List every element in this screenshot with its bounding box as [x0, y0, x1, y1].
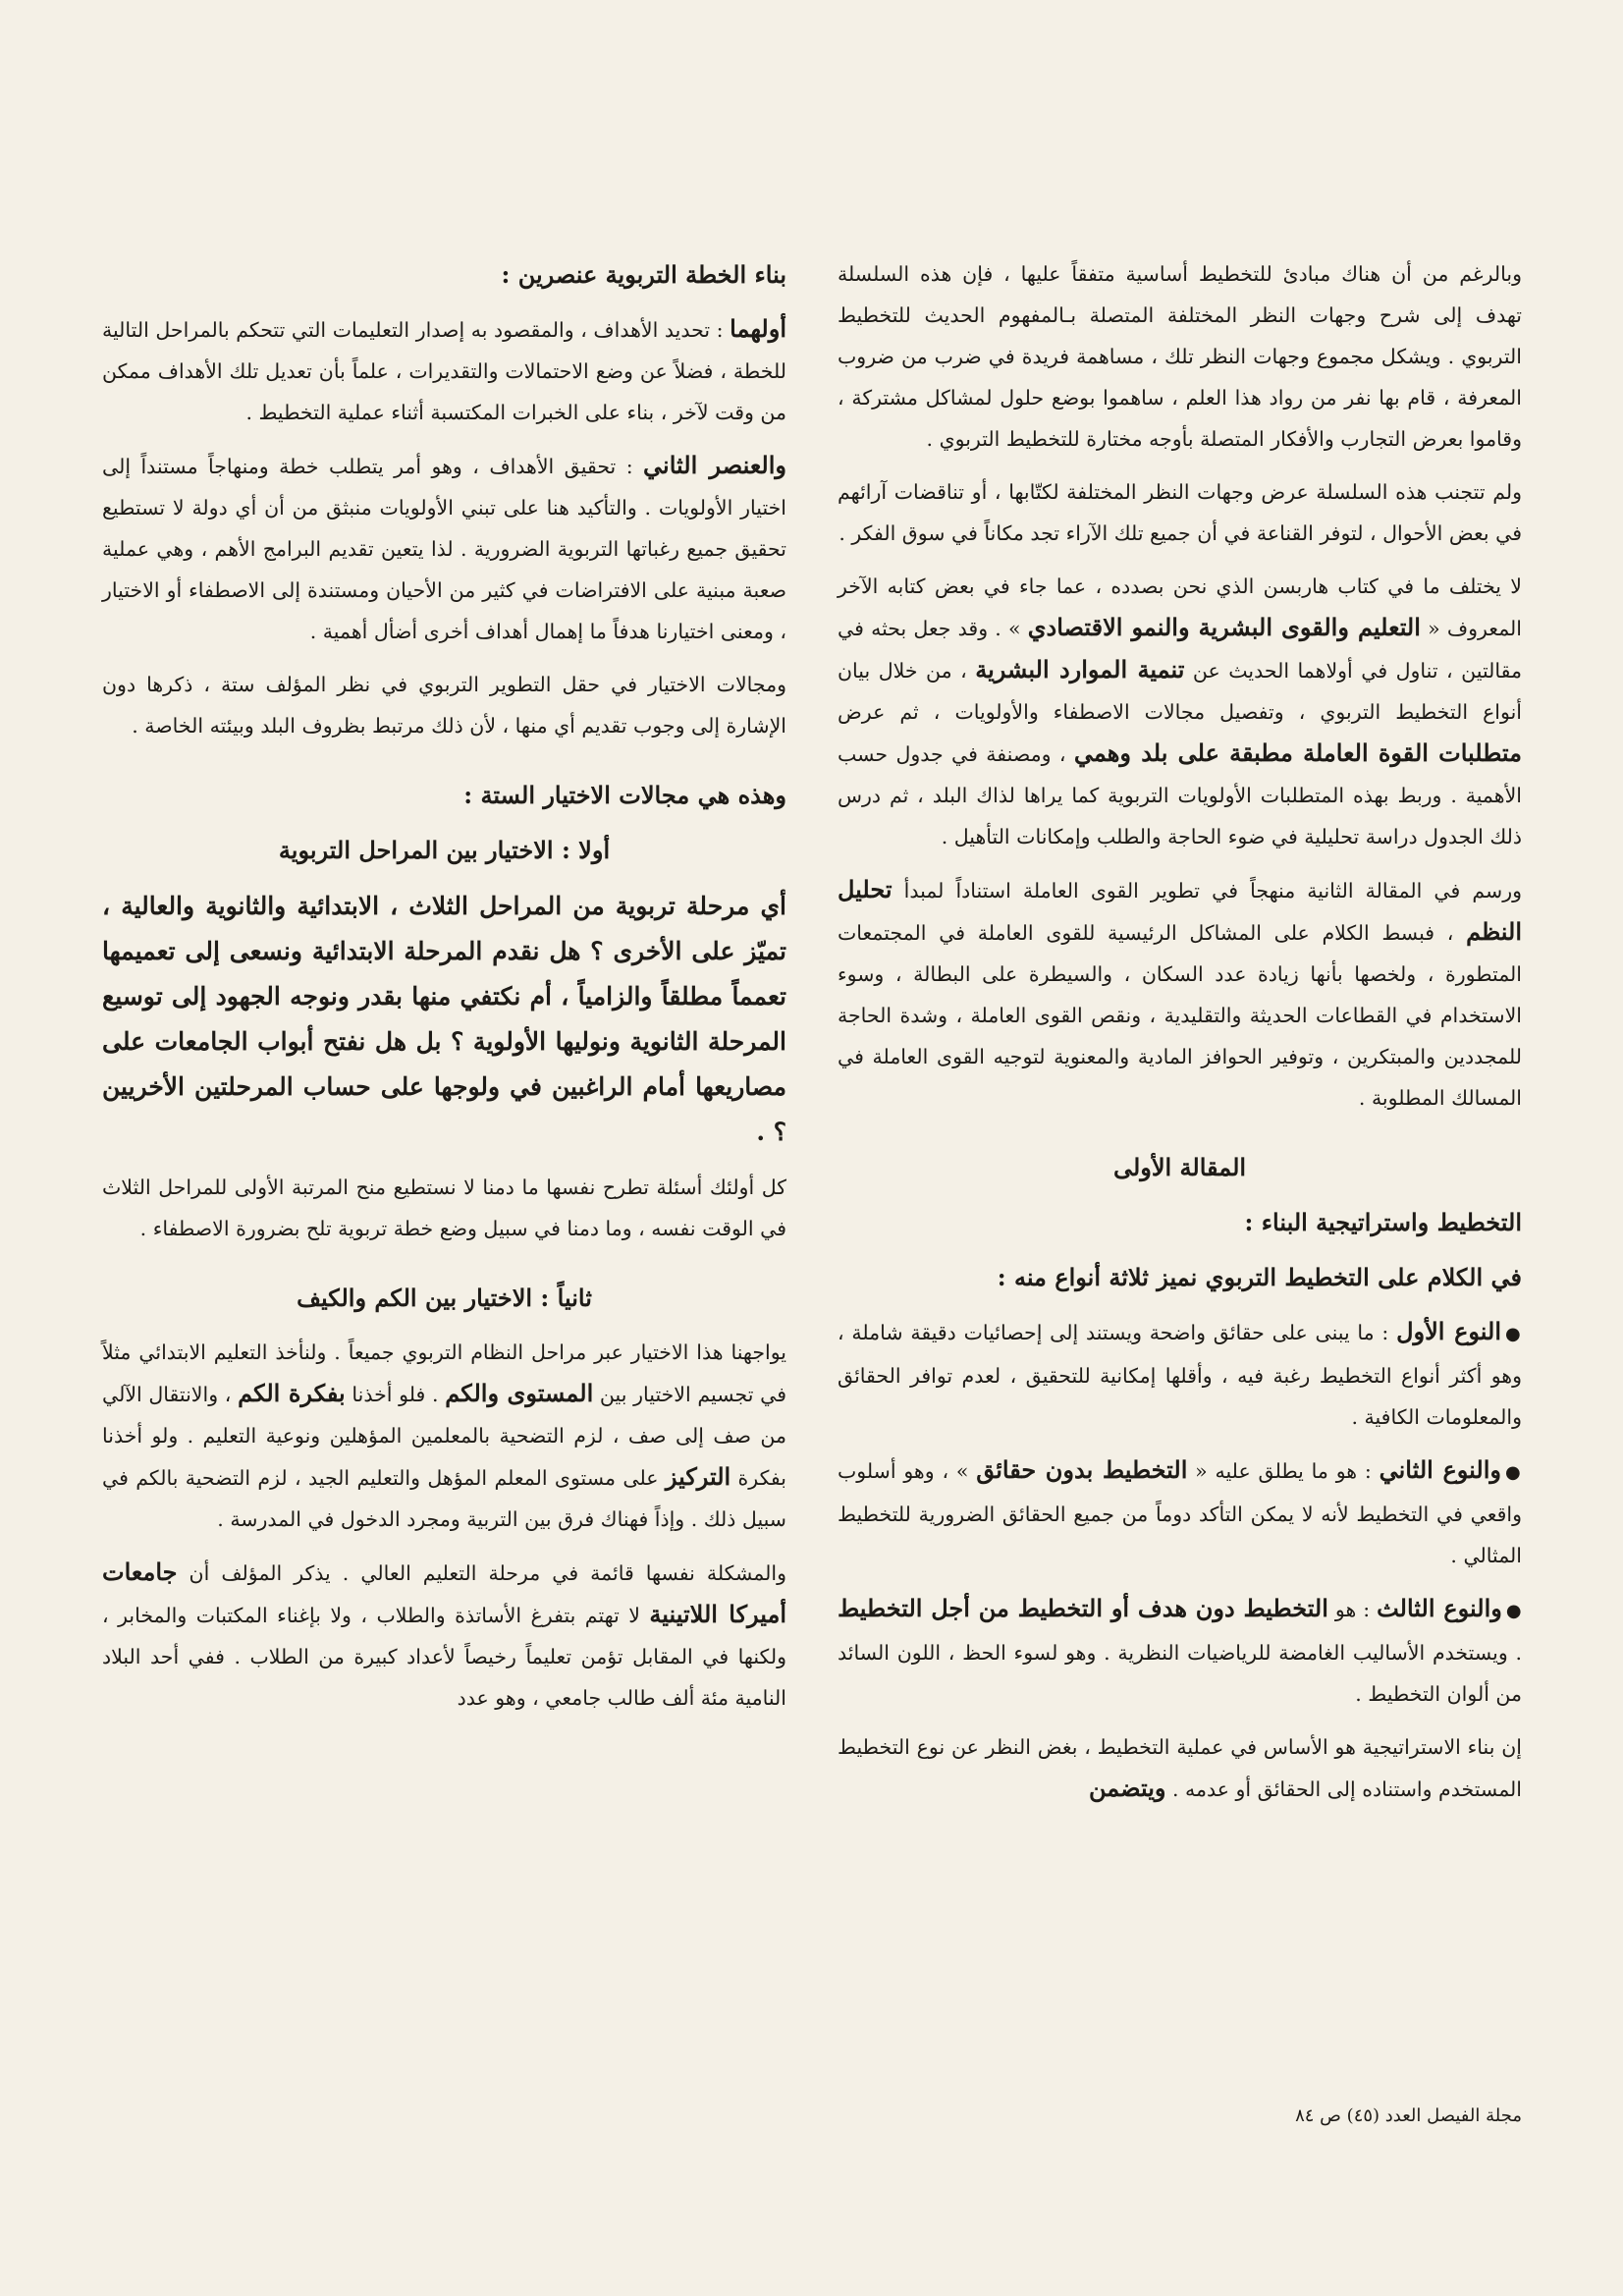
text-run: » . وقد جعل بحثه في مقالتين ، تناول في أولاهما الحديث عن: [838, 617, 1522, 683]
paragraph-type-one: [838, 1311, 1522, 1438]
heading-first-article: المقالة الأولى: [1112, 1153, 1247, 1181]
paragraph-fields: ومجالات الاختيار في حقل التطوير التربوي في نظر المؤلف ستة ، ذكرها دون الإشارة إلى وجوب تقديم أي منها ، لأن ذلك مرتبط بظروف البلد وبيئته الخاصة .: [102, 673, 786, 738]
bold-element-two-label: والعنصر الثاني: [643, 451, 786, 479]
text-run: : تحقيق الأهداف ، وهو أمر يتطلب خطة ومنهاجاً مستنداً إلى اختيار الأولويات . والتأكيد هنا على تبني الأولويات منبثق من أن أي دولة لا تستطيع تحقيق جميع رغباتها التربوية الضرورية . لذا يتعين تقديم البرامج الأهم ، وهي عملية صعبة مبنية على الافتراضات في كثير من الأحيان ومستندة إلى الاصطفاء أو الاختيار ، ومعنى اختيارنا هدفاً ما إهمال أهداف أخرى أضأل أهمية .: [102, 455, 786, 643]
bold-human-resources: تنمية الموارد البشرية: [975, 655, 1185, 683]
bold-latin-america: جامعات أميركا اللاتينية: [102, 1558, 786, 1628]
paragraph-strategy: [838, 1726, 1522, 1810]
text-run: يواجهنا هذا الاختيار عبر مراحل النظام التربوي جميعاً . ولنأخذ التعليم الابتدائي مثلاً في تجسيم الاختيار بين: [102, 1340, 787, 1406]
text-run: : تحديد الأهداف ، والمقصود به إصدار التعليمات التي تتحكم بالمراحل التالية للخطة ، فضلاً عن وضع الاحتمالات والتقديرات ، علماً بأن تعديل تلك الأهداف ممكن من وقت لآخر ، بناء على الخبرات المكتسبة أثناء عملية التخطيط .: [102, 318, 786, 424]
heading-two-elements: بناء الخطة التربوية عنصرين :: [501, 260, 786, 289]
text-run: : هو: [1327, 1598, 1378, 1621]
paragraph-element-one: [102, 308, 786, 433]
text-run: ، فبسط الكلام على المشاكل الرئيسية للقوى العاملة في المجتمعات المتطورة ، ولخصها بأنها زيادة عدد السكان ، والسيطرة على البطالة ، وسوء الاستخدام في القطاعات الحديثة والتقليدية ، ونقص القوى العاملة ، وشدة الحاجة للمجددين والمبتكرين ، وتوفير الحوافز المادية والمعنوية لتوجيه القوى العاملة في المسالك المطلوبة .: [838, 921, 1522, 1110]
text-run: . ويستخدم الأساليب الغامضة للرياضيات النظرية . وهو لسوء الحظ ، اللون السائد من ألوان التخطيط .: [838, 1641, 1522, 1706]
paragraph-element-two: [102, 445, 786, 652]
bold-book-title: التعليم والقوى البشرية والنمو الاقتصادي: [1027, 613, 1421, 641]
text-run: ورسم في المقالة الثانية منهجاً في تطوير القوى العاملة استناداً لمبدأ: [892, 879, 1522, 902]
bold-continuation: ويتضمن: [1089, 1774, 1166, 1802]
paragraph-second-article: [838, 869, 1522, 1119]
text-run: إن بناء الاستراتيجية هو الأساس في عملية التخطيط ، بغض النظر عن نوع التخطيط المستخدم واستناده إلى الحقائق أو عدمه .: [838, 1735, 1522, 1801]
text-run: ، من خلال بيان أنواع التخطيط التربوي ، وتفصيل مجالات الاصطفاء والأولويات ، ثم عرض: [838, 659, 1522, 724]
paragraph-quantity-quality: [102, 1332, 786, 1540]
text-run: . فلو أخذنا: [345, 1383, 446, 1406]
bullet-icon: ●: [1505, 1462, 1522, 1483]
heading-six-fields: وهذه هي مجالات الاختيار الستة :: [463, 781, 786, 809]
paragraph-series: ولم تتجنب هذه السلسلة عرض وجهات النظر المختلفة لكتّابها ، أو تناقضات آرائهم في بعض الأحوال ، لتوفر القناعة في أن جميع تلك الآراء تجد مكاناً في سوق الفكر .: [838, 480, 1522, 545]
text-run: » ، وهو أسلوب واقعي في التخطيط لأنه لا يمكن التأكد دوماً من جميع الحقائق الضرورية للتخطيط المثالي .: [838, 1459, 1522, 1567]
text-run: ، ومصنفة في جدول حسب الأهمية . وربط بهذه المتطلبات الأولويات التربوية كما يراها لذاك البلد ، ثم درس ذلك الجدول دراسة تحليلية في ضوء الحاجة والطلب وإمكانات التأهيل .: [838, 742, 1522, 848]
bold-type-two-label: والنوع الثاني: [1379, 1455, 1501, 1484]
text-run: والمشكلة نفسها قائمة في مرحلة التعليم العالي . يذكر المؤلف أن: [177, 1561, 786, 1585]
bold-quantity-idea: بفكرة الكم: [238, 1379, 346, 1407]
heading-planning-strategy: التخطيط واستراتيجية البناء :: [1244, 1208, 1522, 1236]
text-run: ، والانتقال الآلي من صف إلى صف ، لزم التضحية بالمعلمين المؤهلين ونوعية التعليم . ولو أخذنا بفكرة: [102, 1383, 787, 1490]
bold-planning-without-facts: التخطيط بدون حقائق: [976, 1455, 1188, 1484]
left-column: [102, 253, 786, 1822]
paragraph-higher-education: [102, 1552, 786, 1719]
text-run: على مستوى المعلم المؤهل والتعليم الجيد ، لزم التضحية بالكم في سبيل ذلك . وإذاً فهناك فرق بين التربية ومجرد الدخول في المدرسة .: [102, 1466, 786, 1531]
paragraph-priority: كل أولئك أسئلة تطرح نفسها ما دمنا لا نستطيع منح المرتبة الأولى للمراحل الثلاث في الوقت نفسه ، وما دمنا في سبيل وضع خطة تربوية تلح بضرورة الاصطفاء .: [102, 1175, 786, 1240]
page-footer: مجلة الفيصل العدد (٤٥) ص ٨٤: [1295, 2105, 1522, 2126]
bold-systems-analysis: تحليل النظم: [838, 875, 1522, 946]
bold-type-one-label: النوع الأول: [1396, 1317, 1502, 1345]
right-column: [838, 253, 1522, 1822]
heading-quantity-quality: ثانياً : الاختيار بين الكم والكيف: [297, 1284, 592, 1312]
text-run: : ما يبنى على حقائق واضحة ويستند إلى إحصائيات دقيقة شاملة ، وهو أكثر أنواع التخطيط رغبة فيه ، وأقلها إمكانية للتحقيق ، لعدم توافر الحقائق والمعلومات الكافية .: [838, 1321, 1522, 1429]
bold-workforce-requirements: متطلبات القوة العاملة مطبقة على بلد وهمي: [1073, 738, 1523, 767]
bold-element-one-label: أولهما: [730, 314, 786, 343]
paragraph-stage-questions: أي مرحلة تربوية من المراحل الثلاث ، الابتدائية والثانوية والعالية ، تميّز على الأخرى ؟ هل نقدم المرحلة الابتدائية ونسعى إلى تعميمها تعمماً مطلقاً والزامياً ، أم نكتفي منها بقدر ونوجه الجهود إلى توسيع المرحلة الثانوية ونوليها الأولوية ؟ بل هل نفتح أبواب الجامعات على مصاريعها أمام الراغبين في ولوجها على حساب المرحلتين الأخريين ؟ .: [102, 892, 786, 1146]
bold-focus: التركيز: [665, 1462, 731, 1491]
bullet-icon: ●: [1505, 1601, 1522, 1621]
text-run: : هو ما يطلق عليه «: [1187, 1459, 1380, 1483]
bullet-icon: ●: [1505, 1324, 1522, 1344]
text-columns: [101, 253, 1522, 1822]
bold-level-quantity: المستوى والكم: [445, 1379, 594, 1407]
paragraph-type-two: [838, 1449, 1522, 1576]
text-run: لا يختلف ما في كتاب هاربسن الذي نحن بصدده ، عما جاء في بعض كتابه الآخر المعروف «: [838, 574, 1522, 640]
bold-planning-for-planning: التخطيط دون هدف أو التخطيط من أجل التخطيط: [838, 1594, 1328, 1622]
heading-choice-stages: أولا : الاختيار بين المراحل التربوية: [278, 836, 611, 864]
paragraph-type-three: [838, 1588, 1522, 1715]
text-run: لا تهتم بتفرغ الأساتذة والطلاب ، ولا بإغناء المكتبات والمخابر ، ولكنها في المقابل تؤمن تعليماً رخيصاً لأعداد كبيرة من الطلاب . ففي أحد البلاد النامية مئة ألف طالب جامعي ، وهو عدد: [102, 1604, 786, 1710]
paragraph-three-types: في الكلام على التخطيط التربوي نميز ثلاثة أنواع منه :: [997, 1263, 1522, 1291]
paragraph-harbison-book: [838, 566, 1522, 857]
paragraph-intro: وبالرغم من أن هناك مبادئ للتخطيط أساسية متفقاً عليها ، فإن هذه السلسلة تهدف إلى شرح وجهات النظر المختلفة المتصلة بـالمفهوم الحديث للتخطيط التربوي . ويشكل مجموع وجهات النظر تلك ، مساهمة فريدة في ضرب من ضروب المعرفة ، قام بها نفر من رواد هذا العلم ، ساهموا بوضع حلول لمشاكل مشتركة ، وقاموا بعرض التجارب والأفكار المتصلة بأوجه مختارة للتخطيط التربوي .: [838, 262, 1522, 451]
bold-type-three-label: والنوع الثالث: [1377, 1594, 1502, 1622]
